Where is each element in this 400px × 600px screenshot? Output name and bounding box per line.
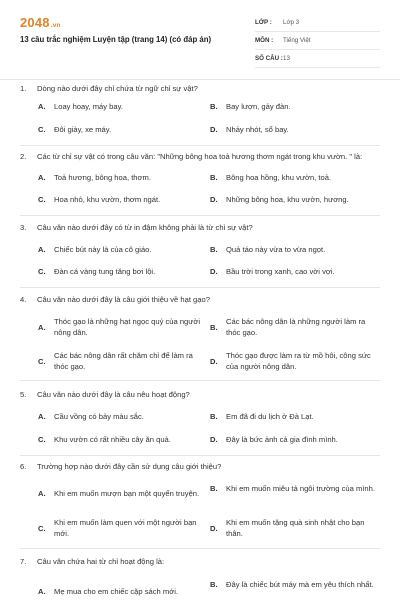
option-letter: D.	[210, 267, 218, 276]
option-a[interactable]	[38, 316, 208, 338]
option-text: Khi em muốn làm quen với một người bạn mới.	[54, 518, 197, 538]
option-c[interactable]	[38, 124, 111, 135]
option-d[interactable]	[210, 124, 289, 135]
option-text: Khu vườn có rất nhiều cây ăn quả.	[54, 435, 171, 444]
option-d[interactable]	[210, 266, 335, 277]
option-a[interactable]	[38, 488, 208, 499]
divider	[20, 380, 380, 381]
option-letter: B.	[210, 322, 218, 332]
divider	[20, 455, 380, 456]
option-text: Cầu vồng có bảy màu sắc.	[54, 412, 144, 421]
option-a[interactable]	[38, 411, 144, 422]
option-letter: C.	[38, 195, 46, 204]
option-d[interactable]	[210, 350, 380, 372]
option-letter: A.	[38, 412, 46, 421]
question-prompt: Dòng nào dưới đây chỉ chứa từ ngữ chỉ sự vật?	[37, 84, 198, 93]
option-letter: B.	[210, 245, 218, 254]
option-a[interactable]	[38, 172, 151, 183]
option-letter: C.	[38, 356, 46, 366]
page-title: 13 câu trắc nghiệm Luyện tập (trang 14) (có đáp án)	[20, 35, 212, 44]
option-c[interactable]	[38, 350, 208, 372]
option-letter: A.	[38, 173, 46, 182]
option-letter: D.	[210, 435, 218, 444]
question-prompt: Trường hợp nào dưới đây cần sử dụng câu giới thiệu?	[37, 462, 222, 471]
header	[0, 0, 400, 80]
option-letter: B.	[210, 580, 218, 589]
option-d[interactable]	[210, 434, 338, 445]
question-number: 6.	[20, 462, 27, 471]
option-text: Bầu trời trong xanh, cao vời vợi.	[226, 267, 335, 276]
option-b[interactable]	[210, 172, 331, 183]
option-text: Bông hoa hồng, khu vườn, toả.	[226, 173, 332, 182]
option-b[interactable]	[210, 579, 380, 590]
option-text: Thóc gạo được làm ra từ mồ hôi, công sức của người nông dân.	[226, 351, 371, 371]
question-prompt: Câu văn nào dưới đây là câu nêu hoạt động?	[37, 390, 190, 399]
option-text: Thóc gạo là những hạt ngọc quý của người nông dân.	[54, 317, 201, 337]
option-text: Các bác nông dân rất chăm chỉ để làm ra thóc gạo.	[54, 351, 193, 371]
option-letter: C.	[38, 267, 46, 276]
option-d[interactable]	[210, 194, 349, 205]
question-text	[20, 462, 221, 471]
site-logo[interactable]	[20, 15, 61, 30]
option-letter: C.	[38, 435, 46, 444]
question-number: 1.	[20, 84, 27, 93]
option-text: Em đã đi du lịch ở Đà Lạt.	[226, 412, 314, 421]
option-c[interactable]	[38, 194, 160, 205]
option-d[interactable]	[210, 517, 380, 539]
option-letter: A.	[38, 102, 46, 111]
question-text	[20, 152, 362, 161]
option-text: Khi em muốn miêu tả ngôi trường của mình.	[226, 484, 375, 493]
meta-key: MÔN :	[255, 37, 274, 44]
option-text: Chiếc bút này là của cô giáo.	[54, 245, 152, 254]
question-number: 4.	[20, 295, 27, 304]
option-text: Quả táo này vừa to vừa ngọt.	[226, 245, 326, 254]
logo-brand: 2048	[20, 15, 50, 30]
question-text	[20, 557, 164, 566]
option-text: Những bông hoa, khu vườn, hương.	[226, 195, 349, 204]
option-b[interactable]	[210, 101, 291, 112]
question-text	[20, 390, 190, 399]
option-a[interactable]	[38, 101, 123, 112]
divider	[20, 287, 380, 288]
meta-row-count	[255, 50, 380, 68]
option-text: Mẹ mua cho em chiếc cặp sách mới.	[54, 587, 178, 596]
meta-table	[255, 14, 380, 68]
question-prompt: Câu văn nào dưới đây là câu giới thiệu về hạt gạo?	[37, 295, 210, 304]
question-number: 2.	[20, 152, 27, 161]
option-letter: A.	[38, 322, 46, 332]
option-text: Đàn cá vàng tung tăng bơi lội.	[54, 267, 156, 276]
option-a[interactable]	[38, 244, 152, 255]
option-letter: A.	[38, 587, 46, 596]
option-text: Loay hoay, máy bay.	[54, 102, 123, 111]
option-letter: D.	[210, 125, 218, 134]
meta-value: Lớp 3	[283, 19, 300, 26]
option-letter: B.	[210, 412, 218, 421]
option-text: Khi em muốn tặng quà sinh nhật cho bạn thân.	[226, 518, 365, 538]
option-letter: D.	[210, 195, 218, 204]
option-c[interactable]	[38, 434, 171, 445]
divider	[20, 548, 380, 549]
option-text: Bay lượn, gảy đàn.	[226, 102, 291, 111]
option-text: Khi em muốn mượn bạn một quyển truyện.	[54, 489, 200, 498]
option-letter: B.	[210, 102, 218, 111]
question-prompt: Câu văn chứa hai từ chỉ hoạt động là:	[37, 557, 165, 566]
option-b[interactable]	[210, 316, 380, 338]
meta-value: 13	[283, 55, 290, 62]
divider	[20, 215, 380, 216]
option-letter: C.	[38, 523, 46, 533]
question-number: 5.	[20, 390, 27, 399]
logo-suffix: .vn	[50, 22, 61, 29]
option-letter: B.	[210, 173, 218, 182]
meta-row-subject	[255, 32, 380, 50]
divider	[20, 145, 380, 146]
option-text: Hoa nhỏ, khu vườn, thơm ngát.	[54, 195, 161, 204]
question-prompt: Các từ chỉ sự vật có trong câu văn: "Những bông hoa toả hương thơm ngát trong khu vườn. " là:	[37, 152, 363, 161]
option-letter: A.	[38, 245, 46, 254]
meta-key: LỚP :	[255, 19, 272, 26]
question-text	[20, 223, 253, 232]
question-prompt: Câu văn nào dưới đây có từ in đậm không phải là từ chỉ sự vật?	[37, 223, 253, 232]
option-text: Đây là chiếc bút máy mà em yêu thích nhất.	[226, 580, 374, 589]
option-letter: C.	[38, 125, 46, 134]
option-text: Các bác nông dân là những người làm ra thóc gạo.	[226, 317, 366, 337]
meta-key: SỐ CÂU :	[255, 55, 283, 62]
option-b[interactable]	[210, 411, 314, 422]
question-text	[20, 84, 198, 93]
meta-row-class	[255, 14, 380, 32]
option-b[interactable]	[210, 244, 325, 255]
option-c[interactable]	[38, 266, 155, 277]
question-text	[20, 295, 210, 304]
option-c[interactable]	[38, 517, 208, 539]
option-text: Đây là bức ảnh cả gia đình mình.	[226, 435, 338, 444]
option-letter: A.	[38, 489, 46, 498]
question-number: 7.	[20, 557, 27, 566]
option-a[interactable]	[38, 586, 208, 597]
option-letter: D.	[210, 356, 218, 366]
option-text: Toả hương, bông hoa, thơm.	[54, 173, 151, 182]
option-letter: D.	[210, 523, 218, 533]
option-text: Nhảy nhót, sổ bay.	[226, 125, 289, 134]
option-text: Đôi giày, xe máy.	[54, 125, 112, 134]
option-b[interactable]	[210, 483, 380, 494]
option-letter: B.	[210, 484, 218, 493]
question-number: 3.	[20, 223, 27, 232]
meta-value: Tiếng Việt	[283, 37, 311, 44]
